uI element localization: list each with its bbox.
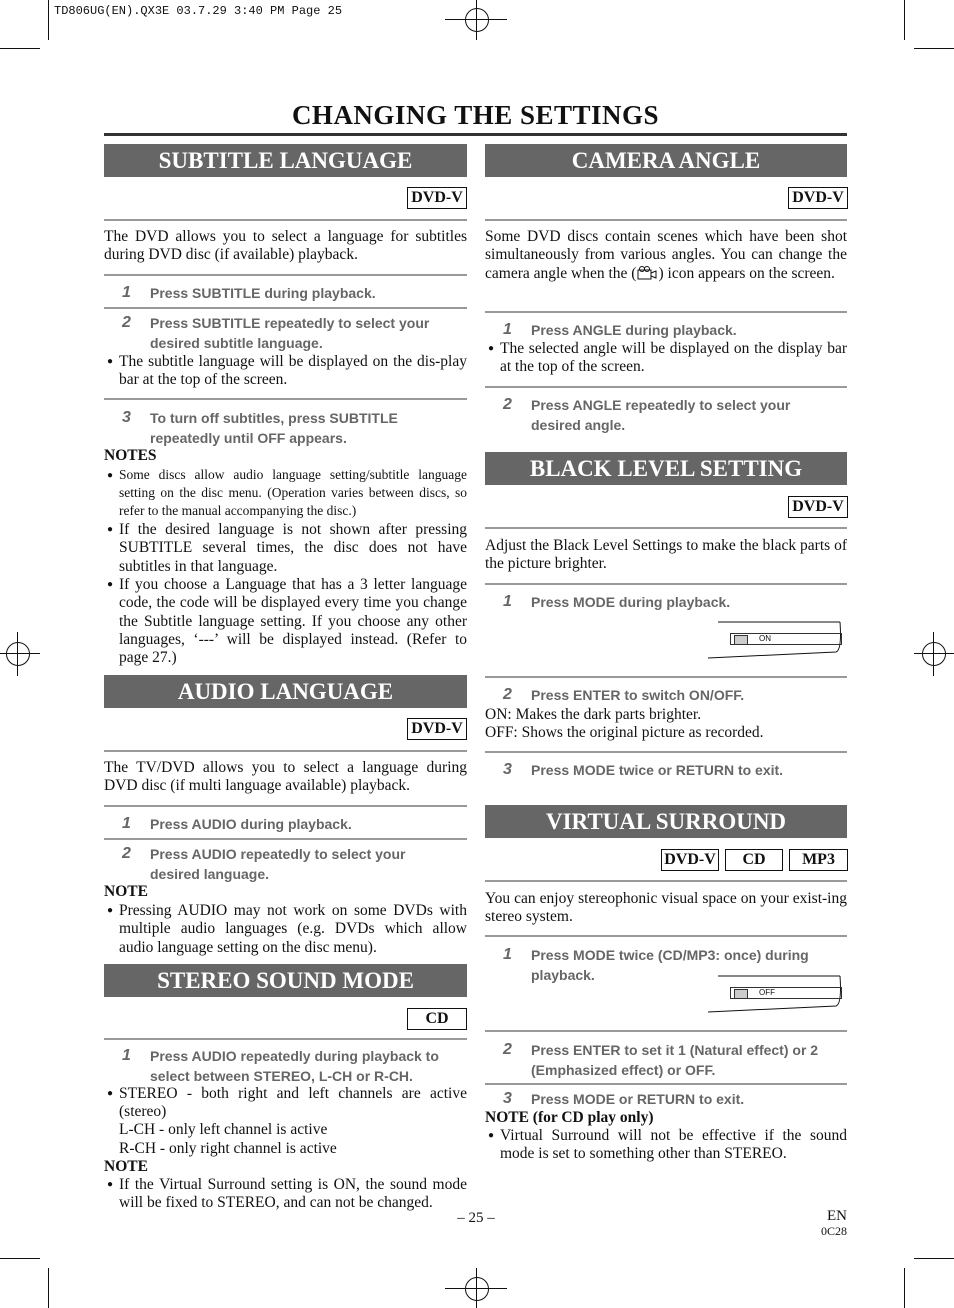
subtitle-step-1: Press SUBTITLE during playback. [150,285,376,301]
audio-intro: The TV/DVD allows you to select a language during DVD disc (if multi language available) playback. [104,759,467,795]
step-number: 2 [503,1041,512,1058]
registration-mark-icon [465,1277,489,1301]
step-number: 2 [503,396,512,413]
registration-mark-icon [465,8,489,32]
registration-line [0,653,40,654]
divider [104,805,467,807]
virtual-surround-step-2: Press ENTER to set it 1 (Natural effect) or 2 (Emphasized effect) or OFF. [531,1042,819,1078]
camera-angle-icon [636,266,658,280]
black-level-icon [734,635,748,645]
bullet-icon: ● [107,356,114,367]
bullet-icon: ● [107,1088,114,1099]
stereo-sound-heading: STEREO SOUND MODE [104,964,467,997]
black-level-heading: BLACK LEVEL SETTING [485,452,847,485]
audio-language-heading: AUDIO LANGUAGE [104,675,467,708]
step-number: 2 [122,845,131,862]
subtitle-note-3: If you choose a Language that has a 3 letter language code, the code will be displayed every time you change the Subtitle language setting. If you choose any other languages, ‘---’ will be displayed instead. (Refer to page 27.) [119,576,467,667]
divider [485,751,847,753]
divider [485,880,847,882]
registration-line [914,653,954,654]
camera-step-1: Press ANGLE during playback. [531,322,737,338]
crop-mark [48,1268,49,1308]
registration-line [476,0,477,40]
divider [104,1038,467,1040]
page-title: CHANGING THE SETTINGS [291,100,660,130]
bullet-icon: ● [107,905,114,916]
osd-black-level-display: ON [730,633,842,645]
step-number: 1 [122,284,131,301]
subtitle-step-3: To turn off subtitles, press SUBTITLE repeatedly until OFF appears. [150,410,398,446]
camera-intro-a: Some DVD discs contain scenes which have been shot simultaneously from various angles. You can change the camera angle when the ( [485,228,847,282]
subtitle-language-heading: SUBTITLE LANGUAGE [104,144,467,177]
subtitle-note-1: Some discs allow audio language setting/subtitle language setting on the disc menu. (Operation varies between discs, so refer to the manual accompanying the disc.) [119,467,467,519]
step-number: 1 [122,815,131,832]
note-label: NOTE [104,1158,148,1175]
audio-note-1: Pressing AUDIO may not work on some DVDs with multiple audio languages (e.g. DVDs which allow audio language setting on the disc menu). [119,902,467,956]
subtitle-step-2-note: The subtitle language will be displayed on the dis-play bar at the top of the screen. [119,353,467,389]
bullet-icon: ● [107,1179,114,1190]
bullet-icon: ● [107,524,114,535]
crop-mark [904,0,905,40]
cd-badge: CD [725,849,783,871]
dvd-v-badge: DVD-V [788,187,848,209]
notes-label: NOTES [104,447,157,464]
divider [485,386,847,388]
off-description: OFF: Shows the original picture as recorded. [485,724,764,741]
language-code: EN [827,1208,847,1224]
page-number: – 25 – [457,1210,495,1226]
bullet-icon: ● [488,1130,495,1141]
note-label: NOTE (for CD play only) [485,1109,654,1126]
surround-icon [734,989,748,999]
camera-angle-heading: CAMERA ANGLE [485,144,847,177]
virtual-surround-step-3: Press MODE or RETURN to exit. [531,1091,745,1107]
divider [485,219,847,221]
black-level-intro: Adjust the Black Level Settings to make the black parts of the picture brighter. [485,537,847,573]
divider [104,307,467,309]
black-level-step-2: Press ENTER to switch ON/OFF. [531,687,745,703]
crop-mark [0,1258,40,1259]
dvd-v-badge: DVD-V [661,849,719,871]
virtual-surround-intro: You can enjoy stereophonic visual space on your exist-ing stereo system. [485,890,847,926]
title-rule [104,133,847,136]
cd-badge: CD [407,1008,467,1030]
crop-mark [48,0,49,40]
divider [104,750,467,752]
bullet-icon: ● [488,343,495,354]
registration-line [445,1288,507,1289]
registration-mark-icon [922,642,946,666]
osd-screen [706,620,847,660]
stereo-step-1: Press AUDIO repeatedly during playback to select between STEREO, L-CH or R-CH. [150,1048,439,1084]
step-number: 3 [503,761,512,778]
dvd-v-badge: DVD-V [407,187,467,209]
divider [485,1030,847,1032]
step-number: 1 [503,321,512,338]
subtitle-step-2: Press SUBTITLE repeatedly to select your desired subtitle language. [150,315,430,351]
crop-mark [914,1258,954,1259]
audio-step-2: Press AUDIO repeatedly to select your desired language. [150,846,406,882]
subtitle-note-2: If the desired language is not shown after pressing SUBTITLE several times, the disc does not have subtitles in that language. [119,521,467,575]
divider [104,838,467,840]
crop-mark [904,1268,905,1308]
on-description: ON: Makes the dark parts brighter. [485,706,702,723]
crop-mark [914,48,954,49]
registration-mark-icon [6,642,30,666]
note-label: NOTE [104,883,148,900]
step-number: 3 [122,409,131,426]
dvd-v-badge: DVD-V [407,718,467,740]
stereo-line-2: L-CH - only left channel is active [119,1121,328,1138]
divider [485,583,847,585]
virtual-surround-step-1: Press MODE twice (CD/MP3: once) during playback. [531,947,809,983]
divider [485,1083,847,1085]
mp3-badge: MP3 [789,849,848,871]
virtual-surround-note-1: Virtual Surround will not be effective if the sound mode is set to something other than STEREO. [500,1127,847,1163]
step-number: 1 [503,593,512,610]
step-number: 1 [503,946,512,963]
camera-step-1-note: The selected angle will be displayed on the display bar at the top of the screen. [500,340,847,376]
document-code: 0C28 [820,1224,847,1238]
audio-step-1: Press AUDIO during playback. [150,816,352,832]
bullet-icon: ● [107,470,114,481]
step-number: 1 [122,1047,131,1064]
osd-screen [706,974,847,1014]
virtual-surround-heading: VIRTUAL SURROUND [485,805,847,838]
black-level-step-1: Press MODE during playback. [531,594,731,610]
stereo-line-3: R-CH - only right channel is active [119,1140,337,1157]
dvd-v-badge: DVD-V [788,496,848,518]
divider [104,219,467,221]
crop-mark [0,48,40,49]
divider [104,398,467,400]
stereo-line-1: STEREO - both right and left channels are active (stereo) [119,1085,467,1121]
black-level-step-3: Press MODE twice or RETURN to exit. [531,762,784,778]
divider [104,274,467,276]
osd-surround-display: OFF [730,987,842,999]
print-slug: TD806UG(EN).QX3E 03.7.29 3:40 PM Page 25 [54,4,343,18]
camera-intro-b: ) icon appears on the screen. [658,264,835,282]
step-number: 3 [503,1090,512,1107]
divider [485,676,847,678]
subtitle-intro: The DVD allows you to select a language for subtitles during DVD disc (if available) playback. [104,228,467,264]
step-number: 2 [503,686,512,703]
registration-line [445,19,507,20]
camera-step-2: Press ANGLE repeatedly to select your desired angle. [531,397,791,433]
stereo-note-1: If the Virtual Surround setting is ON, the sound mode will be fixed to STEREO, and can not be changed. [119,1176,467,1212]
divider [485,935,847,937]
registration-line [17,632,18,676]
camera-intro [485,228,847,283]
step-number: 2 [122,314,131,331]
bullet-icon: ● [107,579,114,590]
divider [485,527,847,529]
registration-line [933,632,934,676]
divider [485,311,847,313]
